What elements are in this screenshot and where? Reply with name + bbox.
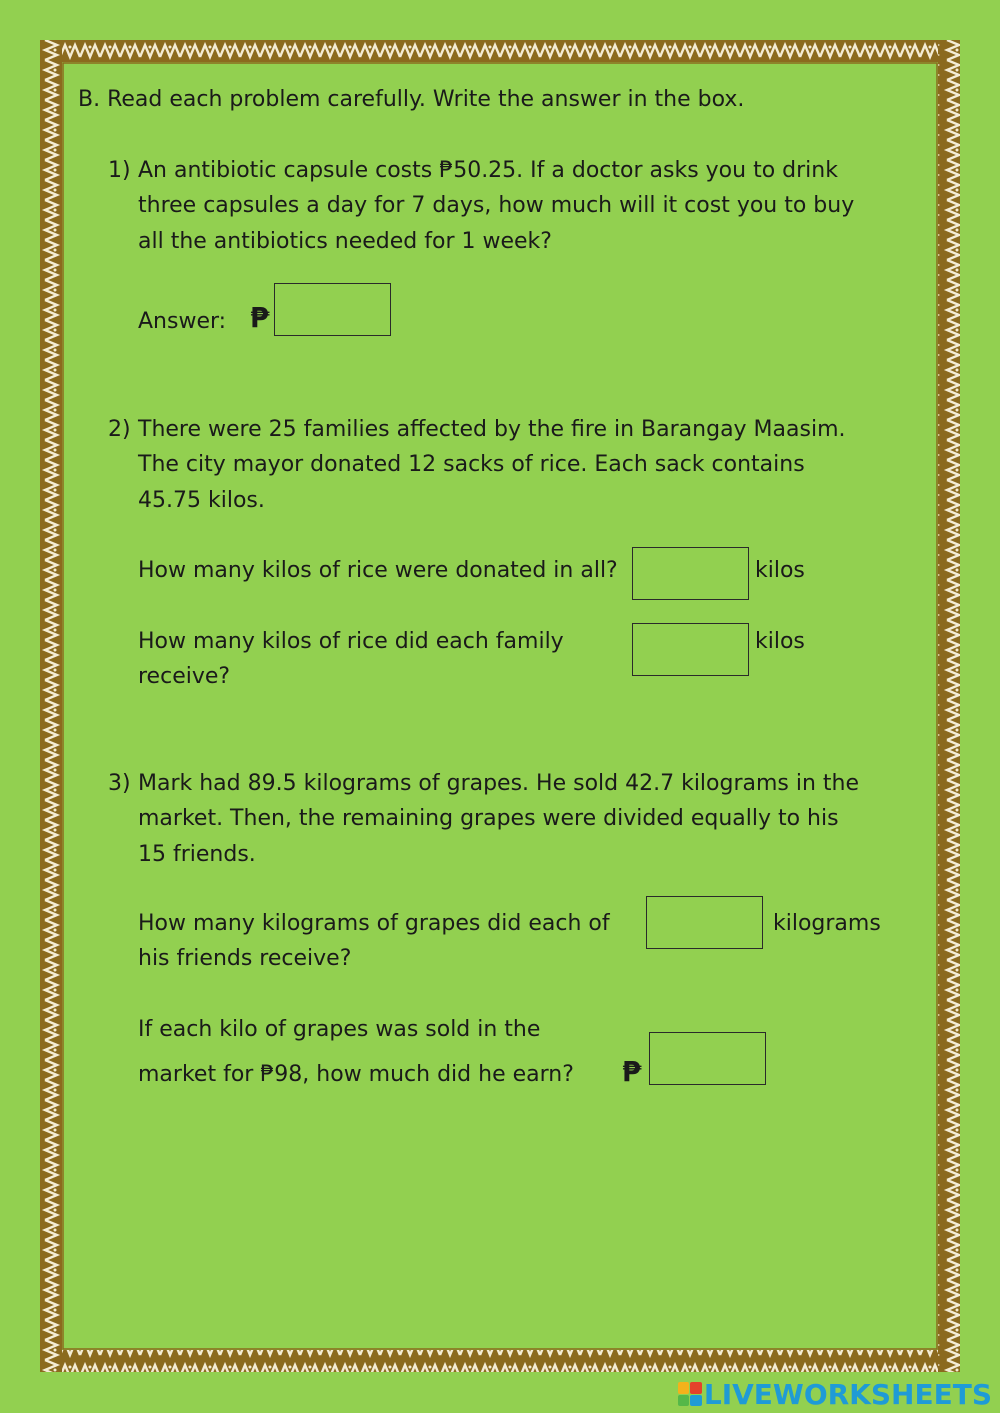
problem-2-question-1: How many kilos of rice were donated in all? <box>138 558 618 583</box>
problem-2-unit-1: kilos <box>755 558 805 583</box>
peso-icon: ₱ <box>622 1055 642 1088</box>
peso-icon: ₱ <box>250 301 270 334</box>
liveworksheets-brand[interactable] <box>678 1377 992 1411</box>
problem-3-number: 3) <box>108 771 131 796</box>
problem-3-line-3: 15 friends. <box>138 842 256 867</box>
problem-3-unit-1: kilograms <box>773 911 881 936</box>
problem-1-number: 1) <box>108 158 131 183</box>
problem-3-line-1: Mark had 89.5 kilograms of grapes. He sold 42.7 kilograms in the <box>138 771 860 796</box>
problem-3-question-1-line-2: his friends receive? <box>138 946 352 971</box>
problem-2-unit-2: kilos <box>755 629 805 654</box>
problem-2-number: 2) <box>108 417 131 442</box>
problem-3-answer-2-input[interactable] <box>649 1032 766 1085</box>
problem-3-line-2: market. Then, the remaining grapes were divided equally to his <box>138 806 839 831</box>
problem-1-line-1: An antibiotic capsule costs ₱50.25. If a doctor asks you to drink <box>138 158 838 183</box>
problem-2-question-2-line-2: receive? <box>138 664 231 689</box>
problem-3-question-1-line-1: How many kilograms of grapes did each of <box>138 911 610 936</box>
problem-1-answer-input[interactable] <box>274 283 391 336</box>
section-instruction: B. Read each problem carefully. Write the answer in the box. <box>78 87 745 112</box>
problem-3-question-2-line-1: If each kilo of grapes was sold in the <box>138 1017 541 1042</box>
liveworksheets-logo-icon <box>678 1382 702 1406</box>
problem-3-answer-1-input[interactable] <box>646 896 763 949</box>
problem-2-line-3: 45.75 kilos. <box>138 488 265 513</box>
problem-2-question-2-line-1: How many kilos of rice did each family <box>138 629 564 654</box>
problem-3-question-2-line-2: market for ₱98, how much did he earn? <box>138 1062 574 1087</box>
problem-2-line-1: There were 25 families affected by the fire in Barangay Maasim. <box>138 417 846 442</box>
problem-2-answer-2-input[interactable] <box>632 623 749 676</box>
problem-1-line-3: all the antibiotics needed for 1 week? <box>138 229 552 254</box>
problem-2-line-2: The city mayor donated 12 sacks of rice. Each sack contains <box>138 452 805 477</box>
problem-1-answer-label: Answer: <box>138 309 227 334</box>
problem-2-answer-1-input[interactable] <box>632 547 749 600</box>
brand-name: LIVEWORKSHEETS <box>703 1377 992 1411</box>
problem-1-line-2: three capsules a day for 7 days, how much will it cost you to buy <box>138 193 855 218</box>
